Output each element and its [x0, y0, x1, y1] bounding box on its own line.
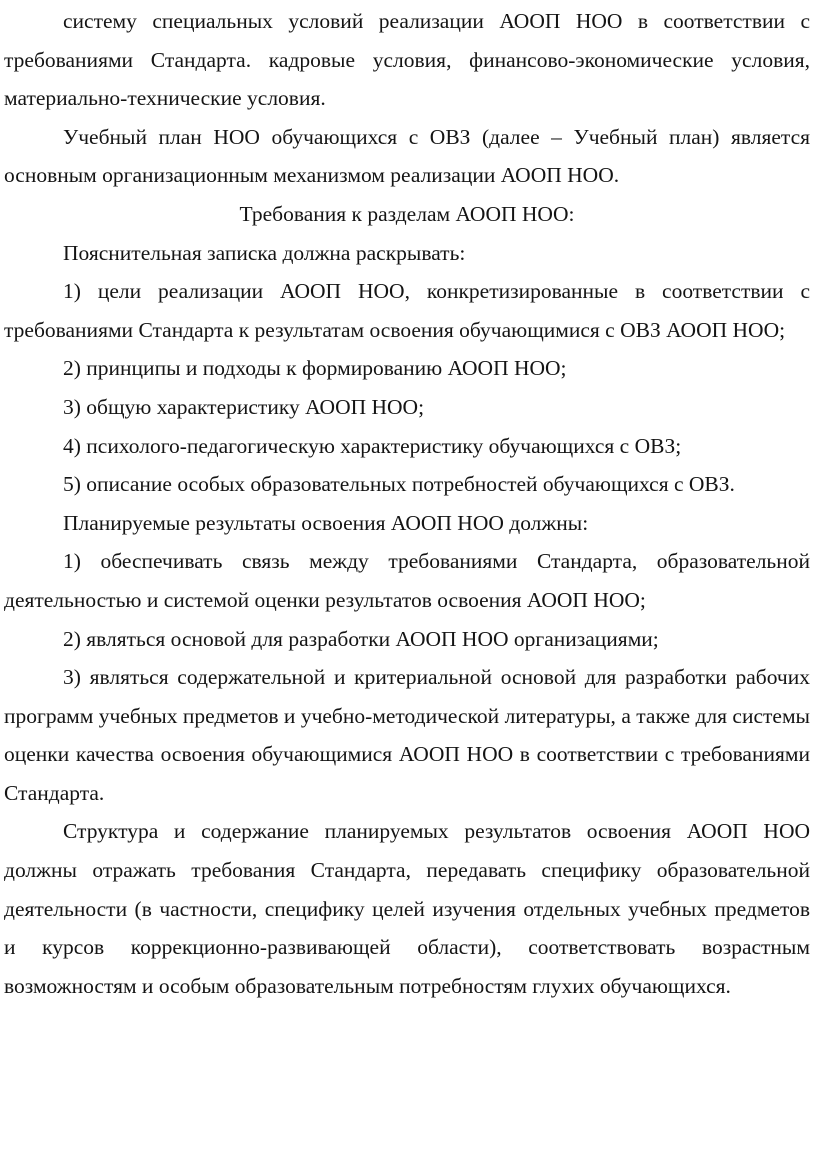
paragraph-curriculum: Учебный план НОО обучающихся с ОВЗ (далее – Учебный план) является основным организационным механизмом реализации АООП НОО. — [4, 124, 810, 188]
section-heading-requirements: Требования к разделам АООП НОО: — [239, 201, 575, 226]
paragraph-explanatory-note: Пояснительная записка должна раскрывать: — [63, 240, 466, 265]
list-item-content-criteria-basis: 3) являться содержательной и критериальной основой для разработки рабочих программ учебных предметов и учебно-методической литературы, а также для системы оценки качества освоения обучающимися АООП НОО в соответствии с требованиями Стандарта. — [4, 665, 810, 805]
list-item-basis-development: 2) являться основой для разработки АООП НОО организациями; — [63, 626, 659, 651]
list-item-principles: 2) принципы и подходы к формированию АООП НОО; — [63, 356, 567, 381]
paragraph-structure-content: Структура и содержание планируемых результатов освоения АООП НОО должны отражать требования Стандарта, передавать специфику образовательной деятельности (в частности, специфику целей изучения отдельных учебных предметов и курсов коррекционно-развивающей области), соответствовать возрастным возможностям и особым образовательным потребностям глухих обучающихся. — [4, 819, 810, 998]
list-item-link-requirements: 1) обеспечивать связь между требованиями Стандарта, образовательной деятельностью и системой оценки результатов освоения АООП НОО; — [4, 549, 810, 612]
paragraph-planned-results: Планируемые результаты освоения АООП НОО должны: — [63, 510, 589, 535]
list-item-special-needs: 5) описание особых образовательных потребностей обучающихся с ОВЗ. — [63, 472, 735, 497]
list-item-psych-characteristics: 4) психолого-педагогическую характеристику обучающихся с ОВЗ; — [63, 433, 682, 458]
list-item-general-characteristics: 3) общую характеристику АООП НОО; — [63, 394, 425, 419]
paragraph-conditions-continued: системy специальных условий реализации АООП НОО в соответствии с требованиями Стандарта. кадровые условия, финансово-экономические условия, материально-технические условия. — [4, 9, 810, 111]
list-item-goals: 1) цели реализации АООП НОО, конкретизированные в соответствии с требованиями Стандарта к результатам освоения обучающимися с ОВЗ АООП НОО; — [4, 279, 810, 342]
